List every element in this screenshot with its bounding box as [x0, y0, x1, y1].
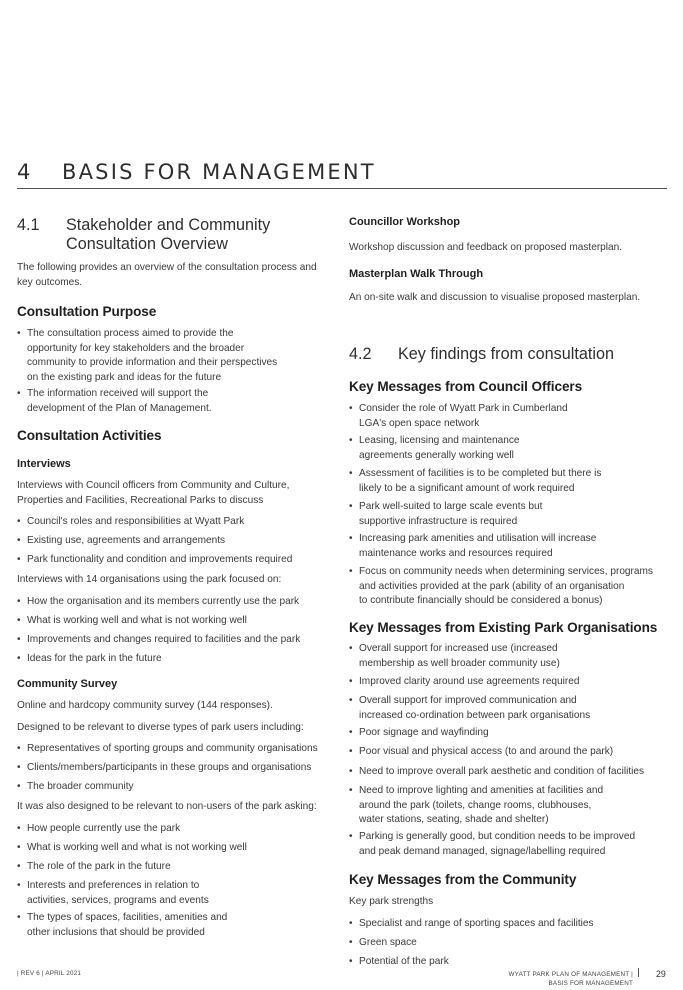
list-item [17, 879, 339, 908]
text-line: opportunity for key stakeholders and the broader [27, 342, 245, 354]
text-line: • How people currently use the park [27, 823, 181, 834]
survey-paragraph: Online and hardcopy community survey (144 responses). [17, 700, 273, 711]
list-item [17, 387, 339, 416]
list-item [17, 841, 339, 856]
section-number: 4.2 [349, 345, 372, 363]
section-4-1-heading [17, 216, 339, 254]
text-line: around the park (toilets, change rooms, clubhouses, [359, 799, 592, 811]
text-line: • Poor visual and physical access (to and around the park) [359, 746, 614, 757]
text-line: on the existing park and ideas for the future [27, 371, 222, 383]
text-line: maintenance works and resources required [359, 547, 553, 559]
list-item [349, 694, 669, 723]
text-line: LGA's open space network [359, 417, 480, 429]
text-line: other inclusions that should be provided [27, 926, 205, 938]
list-item [17, 822, 339, 837]
text-line: • The information received will support the [27, 388, 209, 399]
walk-text: An on-site walk and discussion to visualise proposed masterplan. [349, 292, 641, 303]
chapter-title: BASIS FOR MANAGEMENT [62, 160, 376, 184]
park-organisations-heading: Key Messages from Existing Park Organisations [349, 620, 658, 635]
list-item: • Potential of the park [349, 955, 669, 970]
list-item: • Park functionality and condition and improvements required [17, 553, 339, 568]
list-item [349, 500, 669, 529]
text-line: • Need to improve overall park aesthetic and condition of facilities [359, 766, 645, 777]
text-line: membership as well broader community use) [359, 657, 560, 669]
section-title-line: Stakeholder and Community [66, 216, 271, 234]
consultation-activities-heading: Consultation Activities [17, 428, 162, 443]
footer-revision: | REV 6 | APRIL 2021 [17, 970, 82, 977]
list-item: • Green space [349, 936, 669, 951]
list-item [349, 642, 669, 671]
community-messages-heading: Key Messages from the Community [349, 872, 577, 887]
list-item: • Improvements and changes required to facilities and the park [17, 633, 339, 648]
page-number: 29 [656, 969, 666, 979]
interviews-heading: Interviews [17, 458, 71, 470]
list-item [17, 860, 339, 875]
text-line: development of the Plan of Management. [27, 402, 212, 414]
text-line: • Poor signage and wayfinding [359, 727, 489, 738]
text-line: water stations, seating, shade and shelter) [359, 814, 549, 825]
text-line: supportive infrastructure is required [359, 515, 518, 527]
workshop-text: Workshop discussion and feedback on proposed masterplan. [349, 242, 623, 253]
text-line: • Need to improve lighting and amenities at facilities and [359, 785, 604, 796]
text-line: key outcomes. [17, 276, 83, 288]
text-line: Properties and Facilities, Recreational Parks to discuss [17, 494, 264, 506]
list-item [349, 565, 669, 609]
list-item [349, 765, 669, 780]
list-item [349, 830, 669, 859]
section-4-2-heading [349, 345, 669, 364]
chapter-number: 4 [17, 160, 33, 184]
text-line: • Focus on community needs when determining services, programs [359, 566, 653, 577]
text-line: • The role of the park in the future [27, 861, 171, 872]
chapter-divider [17, 188, 667, 189]
list-item: • Specialist and range of sporting spaces and facilities [349, 917, 669, 932]
text-line: • The consultation process aimed to provide the [27, 328, 234, 339]
section-title-line: Key findings from consultation [398, 345, 614, 363]
interviews-intro [17, 479, 339, 508]
text-line: activities, services, programs and events [27, 894, 209, 906]
text-line: agreements generally working well [359, 449, 514, 461]
text-line: • What is working well and what is not working well [27, 842, 247, 853]
footer-document-title [470, 970, 633, 988]
footer-title-line: WYATT PARK PLAN OF MANAGEMENT | [508, 971, 633, 978]
text-line: • Parking is generally good, but condition needs to be improved [359, 831, 636, 842]
text-line: • Park well-suited to large scale events but [359, 501, 543, 512]
footer-chapter-line: BASIS FOR MANAGEMENT [548, 980, 633, 987]
list-item: • The broader community [17, 780, 339, 795]
council-officers-heading: Key Messages from Council Officers [349, 379, 583, 394]
text-line: • Assessment of facilities is to be completed but there is [359, 468, 602, 479]
section-number: 4.1 [17, 216, 40, 234]
text-line: • Consider the role of Wyatt Park in Cumberland [359, 403, 568, 414]
list-item [349, 434, 669, 463]
list-item [349, 784, 669, 828]
text-line: • The types of spaces, facilities, amenities and [27, 912, 228, 923]
list-item [349, 467, 669, 496]
text-line: to contribute financially should be considered a bonus) [359, 595, 603, 606]
list-item: • Representatives of sporting groups and community organisations [17, 742, 339, 757]
text-line: The following provides an overview of the consultation process and [17, 262, 317, 273]
text-line: likely to be a significant amount of work required [359, 482, 575, 494]
text-line: • Overall support for increased use (increased [359, 643, 558, 654]
list-item: • Existing use, agreements and arrangements [17, 534, 339, 549]
survey-paragraph: Designed to be relevant to diverse types of park users including: [17, 722, 304, 733]
list-item: • What is working well and what is not working well [17, 614, 339, 629]
text-line: Interviews with Council officers from Community and Culture, [17, 480, 290, 491]
text-line: • Increasing park amenities and utilisation will increase [359, 533, 597, 544]
survey-paragraph: It was also designed to be relevant to non-users of the park asking: [17, 801, 317, 812]
text-line: and activities provided at the park (ability of an organisation [359, 580, 625, 592]
text-line: • Improved clarity around use agreements required [359, 676, 580, 687]
list-item [349, 726, 669, 741]
list-item [17, 911, 339, 940]
list-item [349, 675, 669, 690]
list-item [349, 402, 669, 431]
community-survey-heading: Community Survey [17, 678, 118, 690]
text-line: • Overall support for improved communication and [359, 695, 577, 706]
list-item: • Council's roles and responsibilities at Wyatt Park [17, 515, 339, 530]
councillor-workshop-heading: Councillor Workshop [349, 216, 461, 228]
list-item [349, 532, 669, 561]
text-line: • Leasing, licensing and maintenance [359, 435, 520, 446]
key-park-strengths-label: Key park strengths [349, 896, 434, 907]
list-item [349, 745, 669, 760]
list-item: • Ideas for the park in the future [17, 652, 339, 667]
text-line: • Interests and preferences in relation to [27, 880, 200, 891]
chapter-heading [17, 160, 667, 184]
text-line: community to provide information and their perspectives [27, 357, 278, 368]
masterplan-walk-heading: Masterplan Walk Through [349, 268, 484, 280]
intro-paragraph [17, 261, 339, 290]
footer-separator [638, 968, 639, 977]
section-title-line: Consultation Overview [66, 235, 228, 253]
list-item [17, 327, 339, 385]
text-line: increased co-ordination between park organisations [359, 709, 591, 721]
list-item: • Clients/members/participants in these groups and organisations [17, 761, 339, 776]
list-item: • How the organisation and its members currently use the park [17, 595, 339, 610]
orgs-intro: Interviews with 14 organisations using the park focused on: [17, 574, 282, 585]
text-line: and peak demand managed, signage/labelling required [359, 845, 606, 857]
consultation-purpose-heading: Consultation Purpose [17, 304, 157, 319]
